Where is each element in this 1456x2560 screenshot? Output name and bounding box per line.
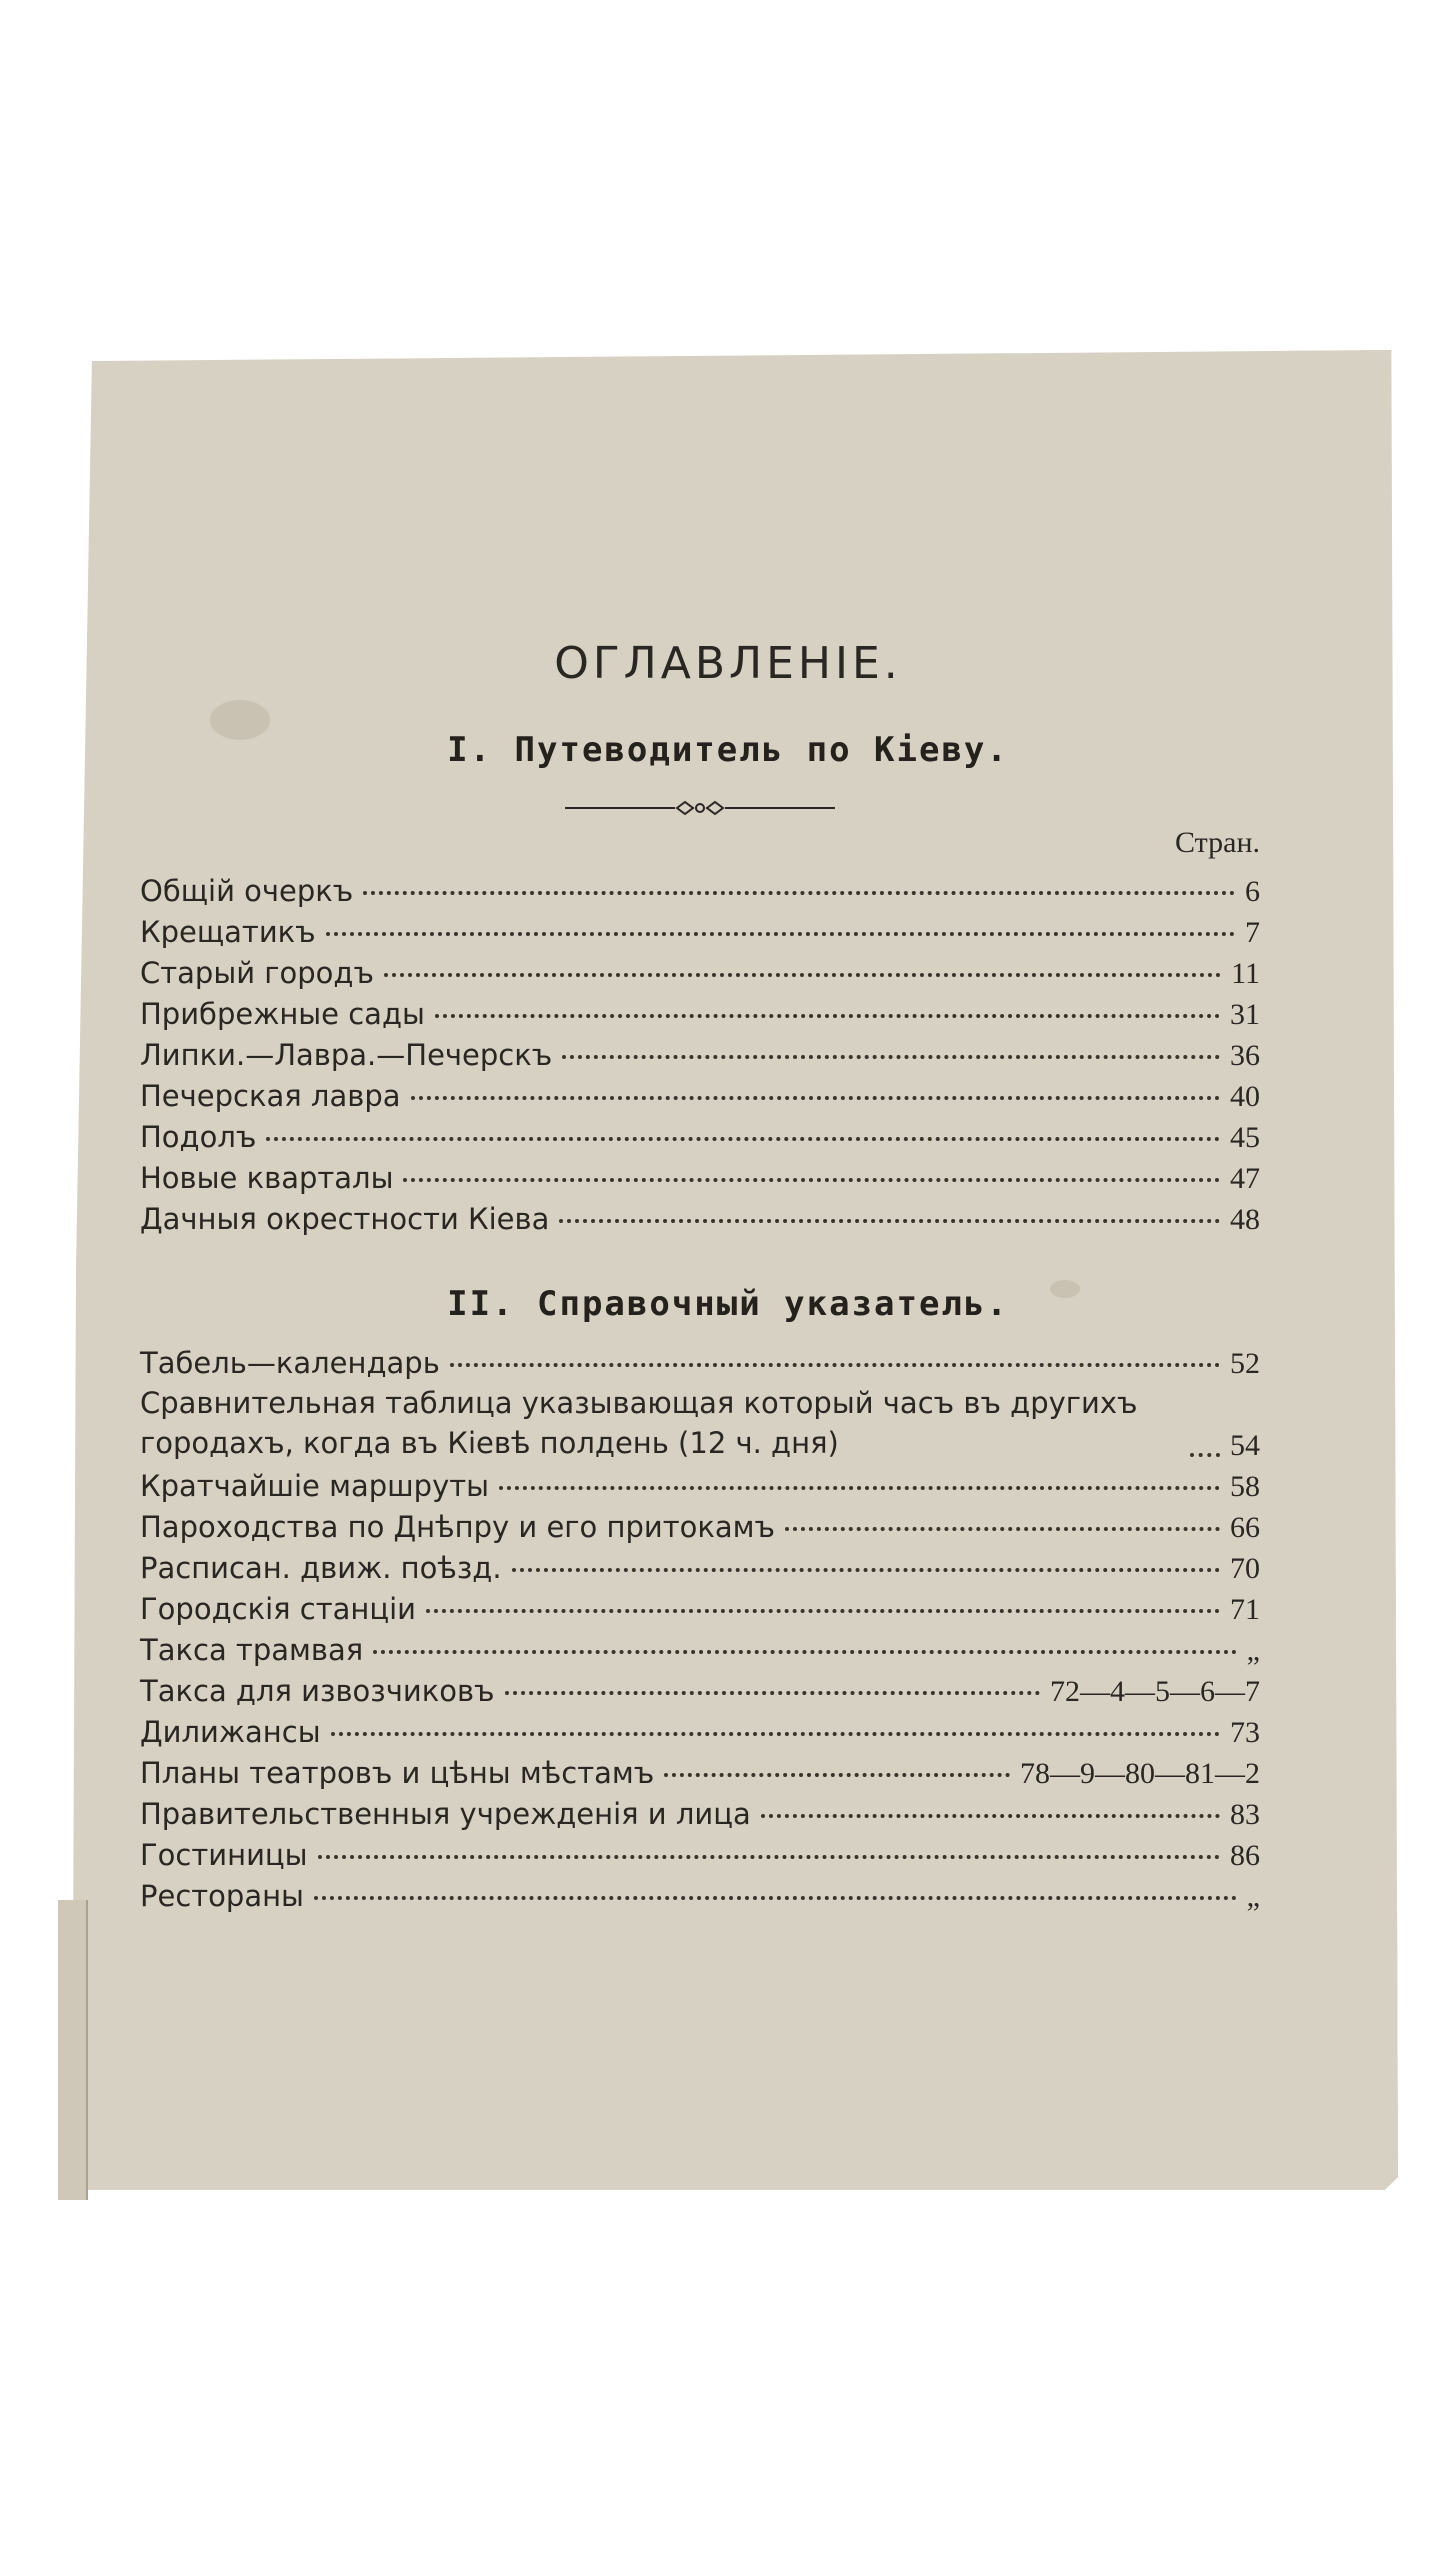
leader-dots bbox=[331, 1732, 1220, 1736]
toc-entry-page: 40 bbox=[1230, 1080, 1260, 1113]
leader-dots bbox=[761, 1814, 1220, 1818]
page-edge bbox=[58, 1900, 88, 2200]
toc-entry-label: Правительственныя учрежденiя и лица bbox=[140, 1797, 751, 1831]
toc-entry-label: Планы театровъ и цѣны мѣстамъ bbox=[140, 1756, 655, 1790]
toc-entry[interactable] bbox=[140, 1674, 1260, 1715]
leader-dots bbox=[318, 1855, 1220, 1859]
toc-entry-label: Прибрежные сады bbox=[140, 997, 425, 1031]
toc-entry[interactable] bbox=[140, 1797, 1260, 1838]
toc-entry[interactable] bbox=[140, 1551, 1260, 1592]
toc-entry[interactable] bbox=[140, 1469, 1260, 1510]
pages-column-label: Стран. bbox=[1175, 826, 1260, 859]
leader-dots bbox=[266, 1137, 1220, 1141]
toc-entry-label: Табель—календарь bbox=[140, 1346, 440, 1380]
toc-entry[interactable] bbox=[140, 915, 1260, 956]
toc-entry[interactable] bbox=[140, 1202, 1260, 1243]
toc-entry[interactable] bbox=[140, 1120, 1260, 1161]
toc-entry[interactable] bbox=[140, 1633, 1260, 1674]
toc-entry-label: Пароходства по Днѣпру и его притокамъ bbox=[140, 1510, 775, 1544]
toc-entry-page: 11 bbox=[1231, 957, 1260, 990]
leader-dots bbox=[314, 1896, 1237, 1900]
toc-entry-page: 47 bbox=[1230, 1162, 1260, 1195]
toc-entry-page: 66 bbox=[1230, 1511, 1260, 1544]
leader-dots bbox=[384, 973, 1221, 977]
toc-entry-page: 73 bbox=[1230, 1716, 1260, 1749]
leader-dots bbox=[562, 1055, 1220, 1059]
toc-entry-page: 7 bbox=[1245, 916, 1260, 949]
toc-entry[interactable] bbox=[140, 1038, 1260, 1079]
toc-entry-label: Дачныя окрестности Кiева bbox=[140, 1202, 550, 1236]
toc-entry-page: 36 bbox=[1230, 1039, 1260, 1072]
leader-dots bbox=[363, 891, 1235, 895]
toc-entry[interactable] bbox=[140, 956, 1260, 997]
toc-entry-page: 31 bbox=[1230, 998, 1260, 1031]
toc-entry[interactable] bbox=[140, 1756, 1260, 1797]
section-heading-guide: I. Путеводитель по Кiеву. bbox=[447, 730, 1009, 770]
toc-entry-label: Старый городъ bbox=[140, 956, 374, 990]
toc-entry-label: Такса для извозчиковъ bbox=[140, 1674, 495, 1708]
leader-dots bbox=[559, 1219, 1220, 1223]
leader-dots bbox=[450, 1363, 1220, 1367]
toc-entry-page: „ bbox=[1246, 1880, 1260, 1913]
leader-dots bbox=[1190, 1453, 1220, 1457]
toc-entry-label: Такса трамвая bbox=[140, 1633, 364, 1667]
toc-entry-label: Общiй очеркъ bbox=[140, 874, 354, 908]
leader-dots bbox=[403, 1178, 1220, 1182]
toc-entry-page: 71 bbox=[1230, 1593, 1260, 1626]
toc-entry-page: 83 bbox=[1230, 1798, 1260, 1831]
leader-dots bbox=[505, 1691, 1040, 1695]
toc-section-2 bbox=[140, 1346, 1260, 1920]
leader-dots bbox=[411, 1096, 1220, 1100]
toc-entry-label: Рестораны bbox=[140, 1879, 304, 1913]
toc-entry[interactable] bbox=[140, 874, 1260, 915]
ornament-divider bbox=[565, 796, 835, 820]
toc-entry[interactable] bbox=[140, 1079, 1260, 1120]
toc-entry-page: 78—9—80—81—2 bbox=[1020, 1757, 1260, 1790]
toc-entry-page: 70 bbox=[1230, 1552, 1260, 1585]
toc-entry-page: 48 bbox=[1230, 1203, 1260, 1236]
toc-entry-page: „ bbox=[1246, 1634, 1260, 1667]
toc-entry[interactable] bbox=[140, 1346, 1260, 1387]
toc-entry[interactable] bbox=[140, 1879, 1260, 1920]
leader-dots bbox=[664, 1773, 1010, 1777]
toc-entry[interactable] bbox=[140, 1387, 1260, 1469]
leader-dots bbox=[512, 1568, 1220, 1572]
toc-entry-label: Липки.—Лавра.—Печерскъ bbox=[140, 1038, 553, 1072]
toc-entry-page: 86 bbox=[1230, 1839, 1260, 1872]
section-heading-reference: II. Справочный указатель. bbox=[447, 1284, 1009, 1324]
toc-entry-label: Гостиницы bbox=[140, 1838, 308, 1872]
toc-entry-label: Подолъ bbox=[140, 1120, 257, 1154]
toc-entry[interactable] bbox=[140, 1161, 1260, 1202]
toc-entry-label: Кратчайшiе маршруты bbox=[140, 1469, 490, 1503]
leader-dots bbox=[326, 932, 1235, 936]
leader-dots bbox=[373, 1650, 1236, 1654]
toc-entry-label: Городскiя станцiи bbox=[140, 1592, 417, 1626]
toc-entry[interactable] bbox=[140, 1838, 1260, 1879]
toc-entry[interactable] bbox=[140, 1592, 1260, 1633]
leader-dots bbox=[435, 1014, 1220, 1018]
page-title: ОГЛАВЛЕНIЕ. bbox=[554, 638, 902, 689]
leader-dots bbox=[785, 1527, 1220, 1531]
toc-entry-page: 58 bbox=[1230, 1470, 1260, 1503]
toc-entry[interactable] bbox=[140, 1510, 1260, 1551]
toc-entry[interactable] bbox=[140, 1715, 1260, 1756]
toc-entry-page: 72—4—5—6—7 bbox=[1050, 1675, 1260, 1708]
toc-entry-label: Крещатикъ bbox=[140, 915, 316, 949]
toc-entry-label: Сравнительная таблица указывающая который часъ въ другихъ городахъ, когда въ Кiевѣ полдень (12 ч. дня) bbox=[140, 1386, 1138, 1460]
toc-entry-label: Печерская лавра bbox=[140, 1079, 401, 1113]
toc-entry-label: Новые кварталы bbox=[140, 1161, 394, 1195]
leader-dots bbox=[426, 1609, 1220, 1613]
toc-entry-label: Дилижансы bbox=[140, 1715, 321, 1749]
toc-section-1 bbox=[140, 874, 1260, 1243]
toc-entry-page: 54 bbox=[1230, 1429, 1260, 1462]
toc-entry-page: 52 bbox=[1230, 1347, 1260, 1380]
toc-entry-label: Расписан. движ. поѣзд. bbox=[140, 1551, 502, 1585]
toc-entry-page: 45 bbox=[1230, 1121, 1260, 1154]
leader-dots bbox=[499, 1486, 1220, 1490]
toc-entry-page: 6 bbox=[1245, 875, 1260, 908]
toc-entry[interactable] bbox=[140, 997, 1260, 1038]
